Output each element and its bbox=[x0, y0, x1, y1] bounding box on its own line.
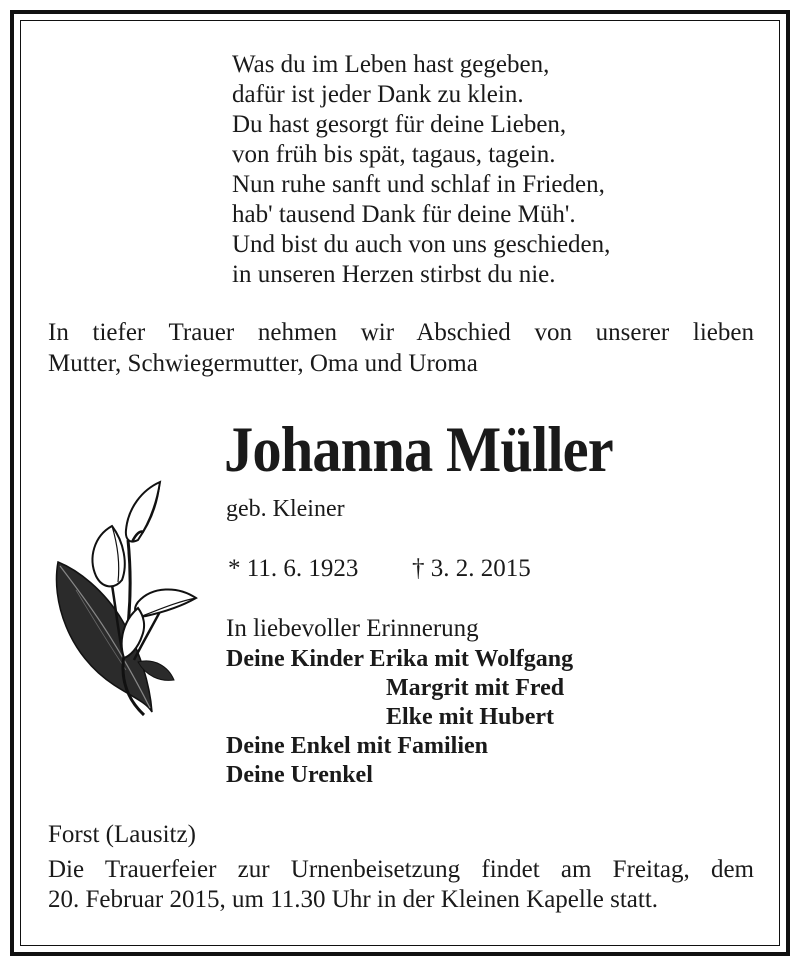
family-child: Margrit mit Fred bbox=[386, 675, 565, 701]
poem-line: von früh bis spät, tagaus, tagein. bbox=[232, 141, 556, 168]
poem-line: Nun ruhe sanft und schlaf in Frieden, bbox=[232, 171, 605, 198]
poem-line: dafür ist jeder Dank zu klein. bbox=[232, 81, 524, 108]
family-children: Deine Kinder Erika mit Wolfgang bbox=[226, 646, 574, 672]
intro-line-1: In tiefer Trauer nehmen wir Abschied von unserer lieben bbox=[48, 319, 754, 346]
poem-line: hab' tausend Dank für deine Müh'. bbox=[232, 201, 576, 228]
funeral-line-1: Die Trauerfeier zur Urnenbeisetzung findet am Freitag, dem bbox=[48, 856, 754, 883]
poem bbox=[232, 50, 610, 290]
family-child: Elke mit Hubert bbox=[386, 704, 554, 730]
place-name: Forst (Lausitz) bbox=[48, 821, 196, 848]
poem-line: Du hast gesorgt für deine Lieben, bbox=[232, 111, 567, 138]
family-grandchildren: Deine Enkel mit Familien bbox=[226, 733, 488, 759]
maiden-name: geb. Kleiner bbox=[226, 496, 345, 522]
deceased-name: Johanna Müller bbox=[224, 414, 613, 486]
death-date: † 3. 2. 2015 bbox=[412, 555, 531, 582]
funeral-notice bbox=[48, 855, 754, 915]
intro-line-2: Mutter, Schwiegermutter, Oma und Uroma bbox=[48, 350, 478, 377]
poem-line: in unseren Herzen stirbst du nie. bbox=[232, 261, 556, 288]
poem-line: Und bist du auch von uns geschieden, bbox=[232, 231, 611, 258]
calla-lily-icon bbox=[46, 480, 216, 720]
family-great-grandchildren: Deine Urenkel bbox=[226, 762, 373, 788]
intro-text bbox=[48, 317, 754, 379]
poem-line: Was du im Leben hast gegeben, bbox=[232, 51, 550, 78]
funeral-line-2: 20. Februar 2015, um 11.30 Uhr in der Kleinen Kapelle statt. bbox=[48, 886, 659, 913]
remembrance-line: In liebevoller Erinnerung bbox=[226, 615, 479, 642]
birth-date: * 11. 6. 1923 bbox=[228, 555, 359, 582]
